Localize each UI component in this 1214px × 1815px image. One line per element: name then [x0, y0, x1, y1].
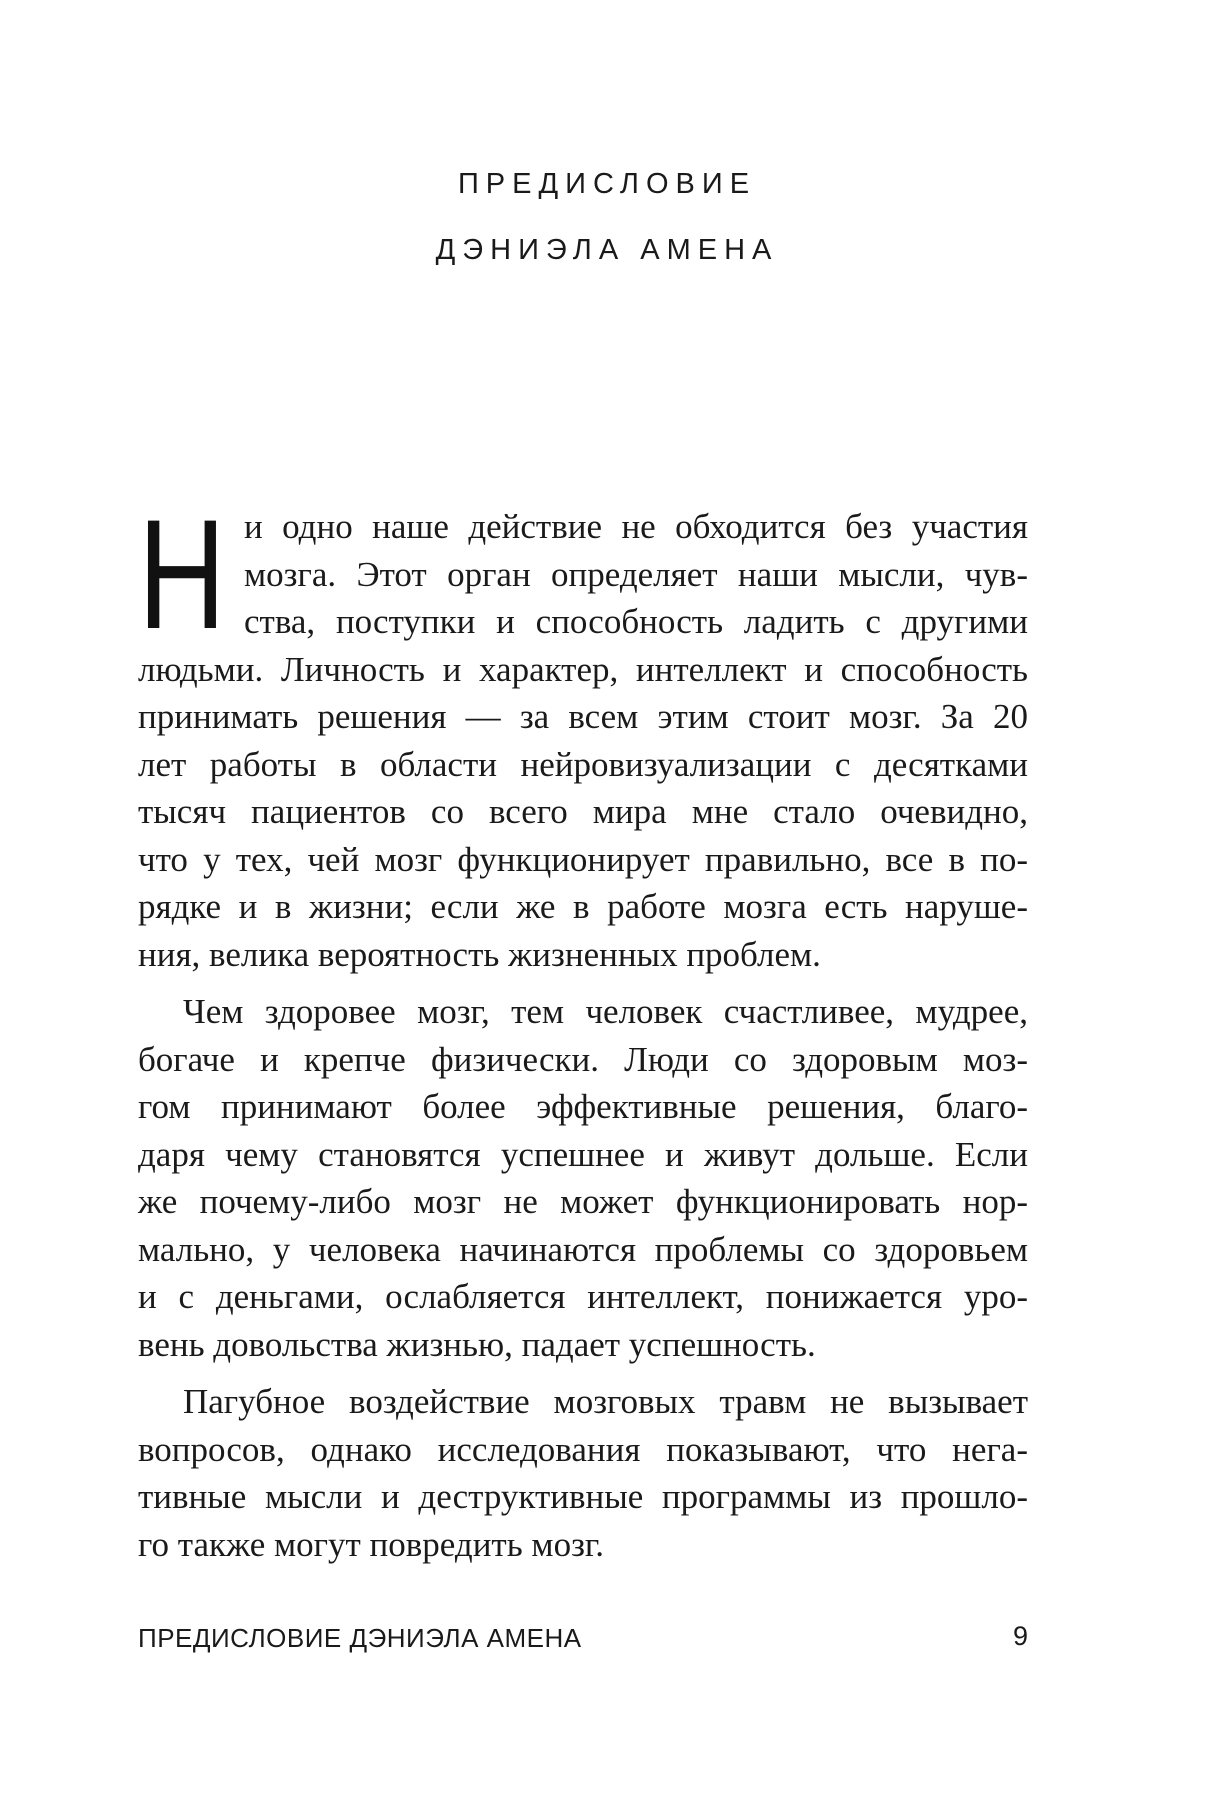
running-footer-title: ПРЕДИСЛОВИЕ ДЭНИЭЛА АМЕНА	[138, 1623, 582, 1653]
text-line: мально, у человека начинаются проблемы со здоровьем	[138, 1229, 1028, 1269]
drop-cap: Н	[138, 488, 226, 662]
text-line: принимать решения — за всем этим стоит мозг. За 20	[138, 697, 1028, 736]
chapter-title: ПРЕДИСЛОВИЕ	[457, 168, 757, 200]
text-line: богаче и крепче физически. Люди со здоровым моз-	[138, 1039, 1028, 1079]
text-line: лет работы в области нейровизуализации с десятками	[138, 744, 1028, 784]
text-line: рядке и в жизни; если же в работе мозга есть наруше-	[138, 887, 1028, 926]
text-line: вень довольства жизнью, падает успешность.	[138, 1324, 816, 1364]
text-line: мозга. Этот орган определяет наши мысли, чув-	[244, 554, 1028, 594]
text-line: ства, поступки и способность ладить с другими	[244, 602, 1028, 641]
body-text	[138, 488, 1028, 1568]
text-line: гом принимают более эффективные решения, благо-	[138, 1087, 1028, 1126]
text-line: Пагубное воздействие мозговых травм не вызывает	[183, 1382, 1028, 1421]
text-line: ния, велика вероятность жизненных проблем.	[138, 934, 821, 974]
text-line: и одно наше действие не обходится без участия	[244, 507, 1028, 546]
text-line: Чем здоровее мозг, тем человек счастливее, мудрее,	[183, 992, 1028, 1031]
text-line: же почему-либо мозг не может функционировать нор-	[138, 1182, 1028, 1221]
text-line: вопросов, однако исследования показывают, что нега-	[138, 1429, 1028, 1469]
text-line: тысяч пациентов со всего мира мне стало очевидно,	[138, 792, 1028, 831]
text-line: тивные мысли и деструктивные программы из прошло-	[138, 1477, 1028, 1516]
text-line: что у тех, чей мозг функционирует правильно, все в по-	[138, 839, 1028, 879]
chapter-author: ДЭНИЭЛА АМЕНА	[435, 234, 779, 266]
text-line: и с деньгами, ослабляется интеллект, понижается уро-	[138, 1277, 1028, 1316]
text-line: го также могут повредить мозг.	[138, 1524, 605, 1564]
text-line: людьми. Личность и характер, интеллект и способность	[138, 649, 1028, 689]
page-number: 9	[1012, 1621, 1028, 1651]
text-line: даря чему становятся успешнее и живут дольше. Если	[138, 1134, 1028, 1174]
